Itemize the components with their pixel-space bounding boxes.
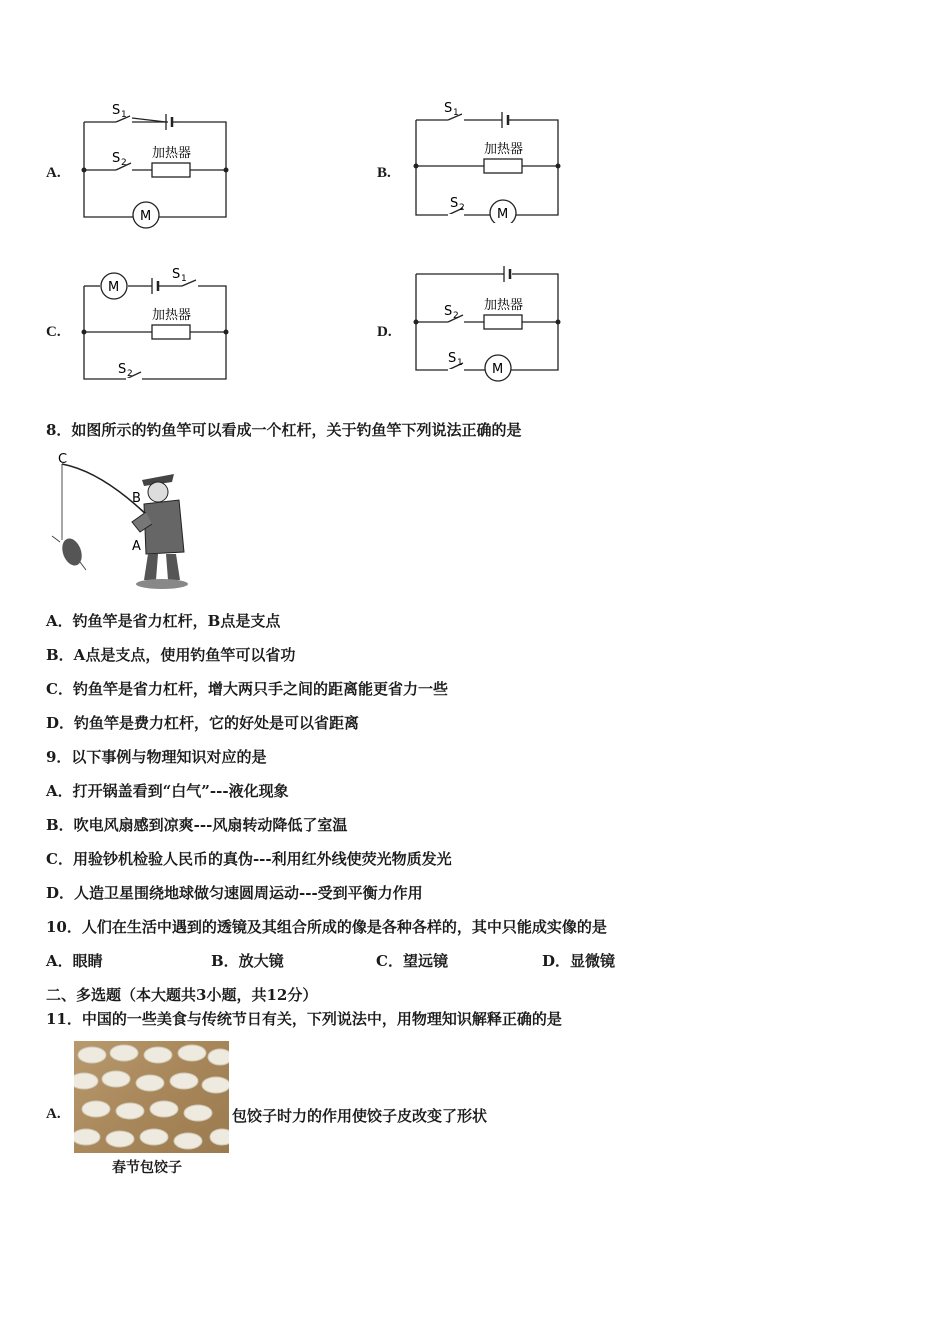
svg-text:S: S	[444, 101, 453, 116]
svg-text:S: S	[450, 196, 459, 211]
svg-text:1: 1	[181, 274, 187, 284]
point-b-label: B	[132, 491, 141, 506]
fishing-figure	[44, 452, 194, 592]
svg-text:加热器: 加热器	[484, 142, 524, 157]
svg-text:加热器: 加热器	[484, 298, 524, 313]
svg-text:2: 2	[459, 203, 465, 213]
q11-stem: 11．中国的一些美食与传统节日有关，下列说法中，用物理知识解释正确的是	[46, 1010, 562, 1028]
q7-option-c-label: C.	[46, 324, 61, 340]
svg-text:1: 1	[121, 110, 127, 120]
s2-label: S	[112, 151, 121, 166]
section-title: 二、多选题（本大题共3小题，共12分）	[46, 986, 318, 1004]
point-c-label: C	[58, 452, 68, 467]
q7-option-b-label: B.	[377, 165, 391, 181]
q7-option-d-label: D.	[377, 324, 392, 340]
q8-option-b: B．A点是支点，使用钓鱼竿可以省功	[46, 646, 296, 664]
q10-option-c: C．望远镜	[376, 952, 448, 970]
svg-text:2: 2	[453, 311, 459, 321]
s1-label: S	[112, 103, 121, 118]
svg-text:S: S	[172, 267, 181, 282]
q10-option-a: A．眼睛	[46, 952, 103, 970]
svg-text:S: S	[118, 362, 127, 377]
svg-text:M: M	[108, 280, 120, 295]
q10-stem: 10．人们在生活中遇到的透镜及其组合所成的像是各种各样的，其中只能成实像的是	[46, 918, 607, 936]
svg-text:2: 2	[127, 369, 133, 379]
svg-text:1: 1	[457, 358, 463, 368]
q8-option-c: C．钓鱼竿是省力杠杆，增大两只手之间的距离能更省力一些	[46, 680, 448, 698]
q9-stem: 9．以下事例与物理知识对应的是	[46, 748, 267, 766]
motor-label: M	[140, 209, 152, 224]
photo-caption: 春节包饺子	[112, 1160, 182, 1176]
svg-text:M: M	[492, 362, 504, 377]
q9-option-d: D．人造卫星围绕地球做匀速圆周运动---受到平衡力作用	[46, 884, 423, 902]
circuit-diagram-d	[408, 258, 568, 383]
q11-option-a-text: 包饺子时力的作用使饺子皮改变了形状	[232, 1107, 488, 1125]
q8-option-a: A．钓鱼竿是省力杠杆，B点是支点	[46, 612, 281, 630]
q9-option-c: C．用验钞机检验人民币的真伪---利用红外线使荧光物质发光	[46, 850, 452, 868]
svg-text:S: S	[448, 351, 457, 366]
circuit-diagram-a	[76, 100, 236, 230]
svg-text:2: 2	[121, 158, 127, 168]
svg-text:1: 1	[453, 108, 459, 118]
q9-option-a: A．打开锅盖看到“白气”---液化现象	[46, 782, 289, 800]
heater-label: 加热器	[152, 146, 192, 161]
q11-option-a-label: A.	[46, 1106, 61, 1122]
svg-text:加热器: 加热器	[152, 308, 192, 323]
svg-text:S: S	[444, 304, 453, 319]
point-a-label: A	[132, 539, 141, 554]
circuit-diagram-c	[76, 262, 236, 387]
dumpling-photo	[74, 1041, 229, 1153]
q8-option-d: D．钓鱼竿是费力杠杆，它的好处是可以省距离	[46, 714, 360, 732]
q8-stem: 8．如图所示的钓鱼竿可以看成一个杠杆，关于钓鱼竿下列说法正确的是	[46, 421, 522, 439]
q9-option-b: B．吹电风扇感到凉爽---风扇转动降低了室温	[46, 816, 348, 834]
circuit-diagram-b	[408, 98, 568, 223]
q7-option-a-label: A.	[46, 165, 61, 181]
q10-option-b: B．放大镜	[211, 952, 284, 970]
q10-option-d: D．显微镜	[542, 952, 616, 970]
svg-text:M: M	[497, 207, 509, 222]
